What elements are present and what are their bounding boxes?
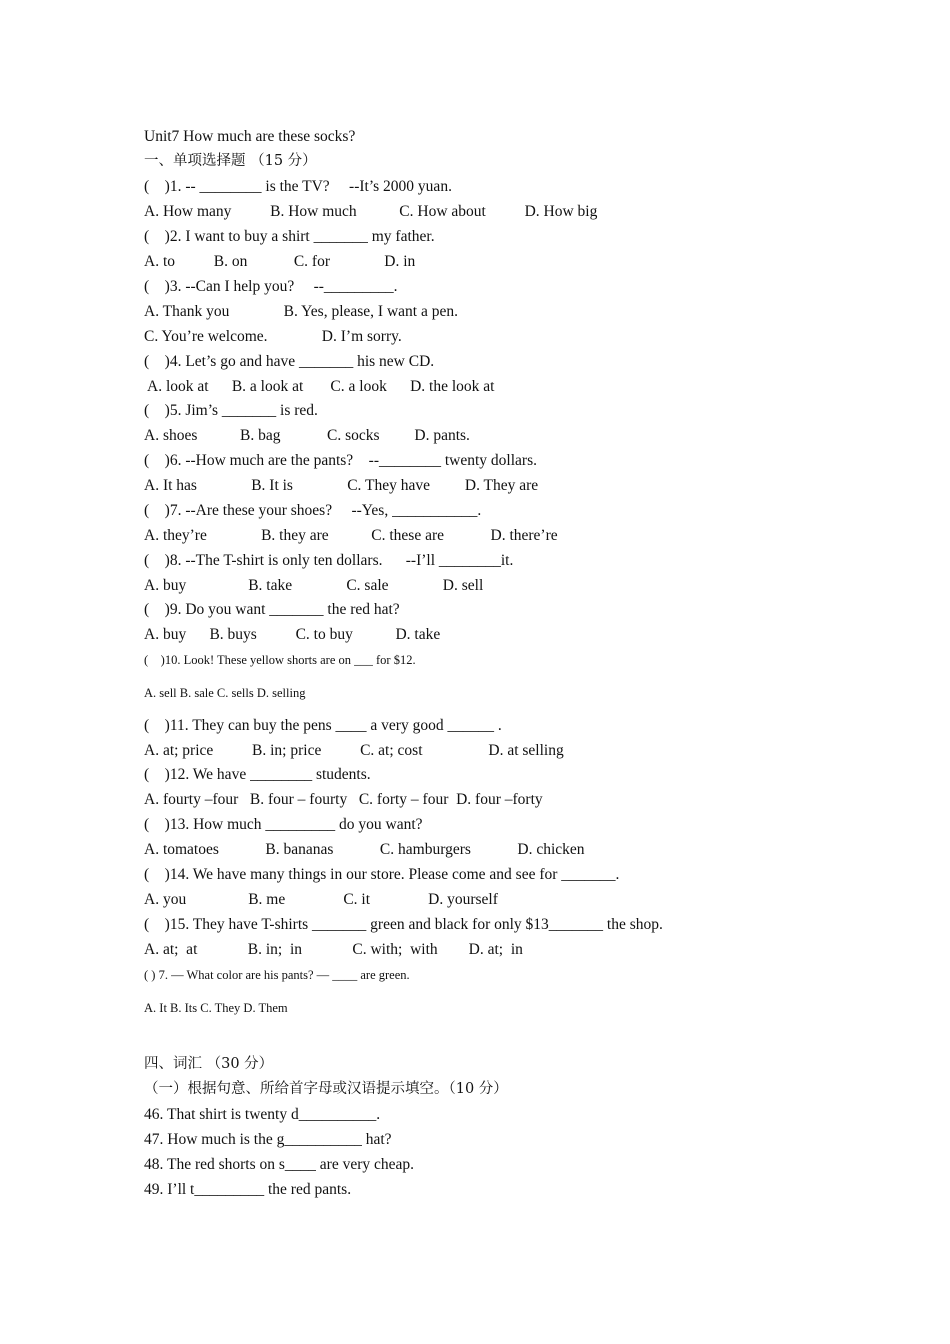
section1-heading: 一、单项选择题 （15 分） <box>144 153 317 169</box>
options-line: A. look at B. a look at C. a look D. the look at <box>144 378 495 395</box>
options-line: A. fourty –four B. four – fourty C. forty – four D. four –forty <box>144 791 543 808</box>
question-line: ( )5. Jim’s _______ is red. <box>144 402 318 419</box>
question-line: ( )7. --Are these your shoes? --Yes, ___________. <box>144 502 482 519</box>
question-line: ( )11. They can buy the pens ____ a very good ______ . <box>144 717 502 734</box>
options-line-small: A. sell B. sale C. sells D. selling <box>144 686 306 700</box>
options-line: A. How many B. How much C. How about D. How big <box>144 203 598 220</box>
options-line: A. buy B. take C. sale D. sell <box>144 577 484 594</box>
section4-subheading: （一）根据句意、所给首字母或汉语提示填空。（10 分） <box>144 1081 508 1097</box>
fill-in-item: 46. That shirt is twenty d__________. <box>144 1106 381 1123</box>
options-line: A. tomatoes B. bananas C. hamburgers D. chicken <box>144 841 585 858</box>
fill-in-item: 48. The red shorts on s____ are very cheap. <box>144 1156 415 1173</box>
options-line: A. you B. me C. it D. yourself <box>144 891 498 908</box>
question-line-small: ( )10. Look! These yellow shorts are on ___ for $12. <box>144 653 416 667</box>
fill-in-item: 49. I’ll t_________ the red pants. <box>144 1181 352 1198</box>
options-line-small: A. It B. Its C. They D. Them <box>144 1001 288 1015</box>
fill-in-item: 47. How much is the g__________ hat? <box>144 1131 392 1148</box>
options-line: C. You’re welcome. D. I’m sorry. <box>144 328 402 345</box>
question-line: ( )8. --The T-shirt is only ten dollars. --I’ll ________it. <box>144 552 514 569</box>
options-line: A. at; at B. in; in C. with; with D. at; in <box>144 941 523 958</box>
options-line: A. buy B. buys C. to buy D. take <box>144 626 441 643</box>
question-line: ( )14. We have many things in our store. Please come and see for _______. <box>144 866 620 883</box>
section4-heading: 四、词汇 （30 分） <box>144 1056 274 1072</box>
question-line: ( )2. I want to buy a shirt _______ my father. <box>144 228 435 245</box>
page-title: Unit7 How much are these socks? <box>144 128 356 145</box>
question-line: ( )4. Let’s go and have _______ his new CD. <box>144 353 435 370</box>
options-line: A. It has B. It is C. They have D. They are <box>144 477 539 494</box>
question-line: ( )1. -- ________ is the TV? --It’s 2000 yuan. <box>144 178 452 195</box>
question-line: ( )15. They have T-shirts _______ green and black for only $13_______ the shop. <box>144 916 663 933</box>
options-line: A. they’re B. they are C. these are D. there’re <box>144 527 558 544</box>
question-line: ( )6. --How much are the pants? --________ twenty dollars. <box>144 452 537 469</box>
options-line: A. to B. on C. for D. in <box>144 253 416 270</box>
question-line: ( )3. --Can I help you? --_________. <box>144 278 398 295</box>
question-line-small: ( ) 7. — What color are his pants? — ____ are green. <box>144 968 410 982</box>
options-line: A. Thank you B. Yes, please, I want a pen. <box>144 303 458 320</box>
question-line: ( )9. Do you want _______ the red hat? <box>144 601 400 618</box>
options-line: A. shoes B. bag C. socks D. pants. <box>144 427 470 444</box>
options-line: A. at; price B. in; price C. at; cost D. at selling <box>144 742 564 759</box>
question-line: ( )12. We have ________ students. <box>144 766 371 783</box>
question-line: ( )13. How much _________ do you want? <box>144 816 423 833</box>
